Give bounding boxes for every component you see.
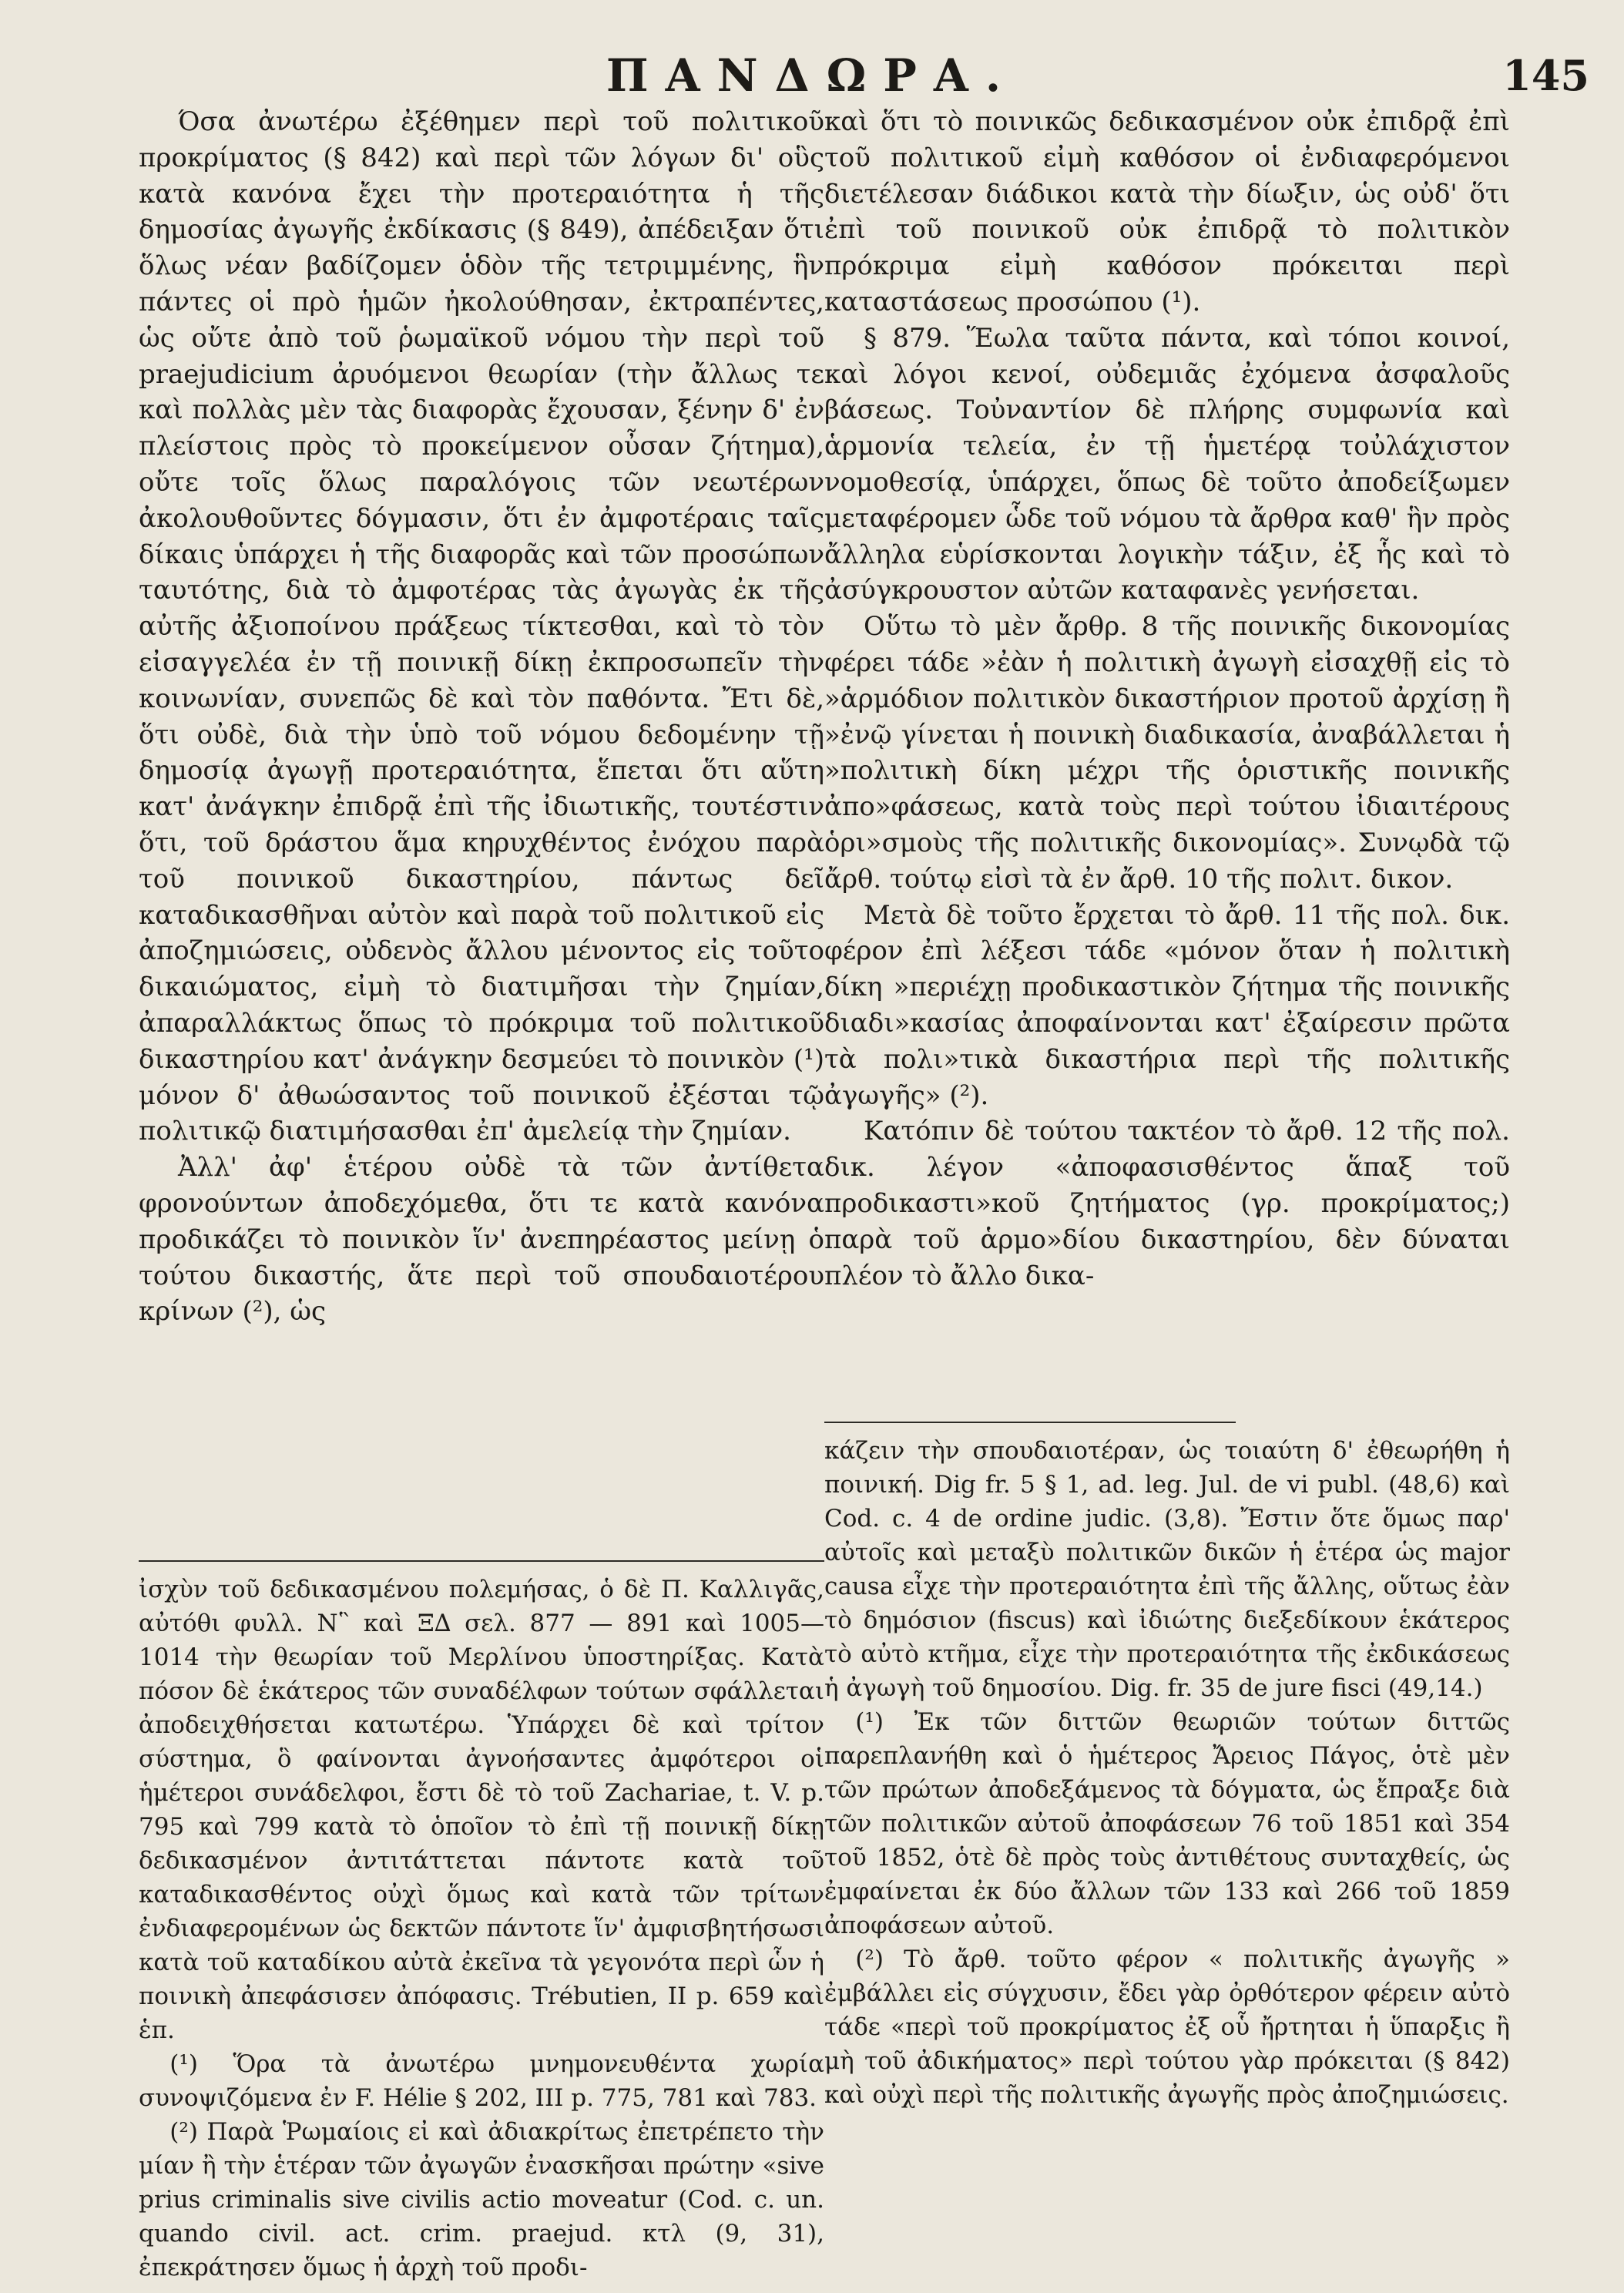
paragraph: Κατόπιν δὲ τούτου τακτέον τὸ ἄρθ. 12 τῆς πολ. δικ. λέγον «ἀποφασισθέντος ἅπαξ τοῦ προδικαστι»κοῦ ζητήματος (γρ. προκρίματος;) παρὰ τοῦ ἁρμο»δίου δικαστηρίου, δὲν δύναται πλέον τὸ ἄλλο δικα- [824,1116,1510,1291]
footnote-rule [139,1560,824,1562]
left-footnotes [139,1573,824,2285]
left-column [139,104,824,2285]
paragraph: καὶ ὅτι τὸ ποινικῶς δεδικασμένον οὐκ ἐπιδρᾷ ἐπὶ τοῦ πολιτικοῦ εἰμὴ καθόσον οἱ ἐνδιαφερόμενοι διετέλεσαν διάδικοι κατὰ τὴν δίωξιν, ὡς οὐδ' ὅτι ἐπὶ τοῦ ποινικοῦ οὐκ ἐπιδρᾷ τὸ πολιτικὸν πρόκριμα εἰμὴ καθόσον πρόκειται περὶ καταστάσεως προσώπου (¹). [824,106,1510,317]
footnote-rule [824,1422,1236,1423]
paragraph: Όσα ἀνωτέρω ἐξέθημεν περὶ τοῦ πολιτικοῦ προκρίματος (§ 842) καὶ περὶ τῶν λόγων δι' οὓς κατὰ κανόνα ἔχει τὴν προτεραιότητα ἡ τῆς δημοσίας ἀγωγῆς ἐκδίκασις (§ 849), ἀπέδειξαν ὅτι ὅλως νέαν βαδίζομεν ὁδὸν τῆς τετριμμένης, ἣν πάντες οἱ πρὸ ἡμῶν ἠκολούθησαν, ἐκτραπέντες, ὡς οὔτε ἀπὸ τοῦ ῥωμαϊκοῦ νόμου τὴν περὶ τοῦ praejudicium ἀρυόμενοι θεωρίαν (τὴν ἄλλως τε καὶ πολλὰς μὲν τὰς διαφορὰς ἔχουσαν, ξένην δ' ἐν πλείστοις πρὸς τὸ προκείμενον οὖσαν ζήτημα), οὔτε τοῖς ὅλως παραλόγοις τῶν νεωτέρων ἀκολουθοῦντες δόγμασιν, ὅτι ἐν ἀμφοτέραις ταῖς δίκαις ὑπάρχει ἡ τῆς διαφορᾶς καὶ τῶν προσώπων ταυτότης, διὰ τὸ ἀμφοτέρας τὰς ἀγωγὰς ἐκ τῆς αὐτῆς ἀξιοποίνου πράξεως τίκτεσθαι, καὶ τὸ τὸν εἰσαγγελέα ἐν τῇ ποινικῇ δίκῃ ἐκπροσωπεῖν τὴν κοινωνίαν, συνεπῶς δὲ καὶ τὸν παθόντα. Ἔτι δὲ, ὅτι οὐδὲ, διὰ τὴν ὑπὸ τοῦ νόμου δεδομένην τῇ δημοσίᾳ ἀγωγῇ προτεραιότητα, ἕπεται ὅτι αὕτη κατ' ἀνάγκην ἐπιδρᾷ ἐπὶ τῆς ἰδιωτικῆς, τουτέστιν ὅτι, τοῦ δράστου ἅμα κηρυχθέντος ἐνόχου παρὰ τοῦ ποινικοῦ δικαστηρίου, πάντως δεῖ καταδικασθῆναι αὐτὸν καὶ παρὰ τοῦ πολιτικοῦ εἰς ἀποζημιώσεις, οὐδενὸς ἄλλου μένοντος εἰς τοῦτο δικαιώματος, εἰμὴ τὸ διατιμῆσαι τὴν ζημίαν, ἀπαραλλάκτως ὅπως τὸ πρόκριμα τοῦ πολιτικοῦ δικαστηρίου κατ' ἀνάγκην δεσμεύει τὸ ποινικὸν (¹) μόνον δ' ἀθωώσαντος τοῦ ποινικοῦ ἐξέσται τῷ πολιτικῷ διατιμήσασθαι ἐπ' ἀμελείᾳ τὴν ζημίαν. [139,106,824,1147]
footnote: κάζειν τὴν σπουδαιοτέραν, ὡς τοιαύτη δ' ἐθεωρήθη ἡ ποινική. Dig fr. 5 § 1, ad. leg. Jul. de vi publ. (48,6) καὶ Cod. c. 4 de ordine judic. (3,8). Ἔστιν ὅτε ὅμως παρ' αὐτοῖς καὶ μεταξὺ πολιτικῶν δικῶν ἡ ἑτέρα ὡς major causa εἶχε τὴν προτεραιότητα ἐπὶ τῆς ἄλλης, οὕτως ἐὰν τὸ δημόσιον (fiscus) καὶ ἰδιώτης διεξεδίκουν ἑκάτερος τὸ αὐτὸ κτῆμα, εἶχε τὴν προτεραιότητα τῆς ἐκδικάσεως ἡ ἀγωγὴ τοῦ δημοσίου. Dig. fr. 35 de jure fisci (49,14.) [824,1437,1510,1702]
page-number: 145 [1502,51,1589,100]
footnote: (²) Παρὰ Ῥωμαίοις εἰ καὶ ἀδιακρίτως ἐπετρέπετο τὴν μίαν ἢ τὴν ἑτέραν τῶν ἀγωγῶν ἐνασκῆσαι πρώτην «sive prius criminalis sive civilis actio moveatur (Cod. c. un. quando civil. act. crim. praejud. κτλ (9, 31), ἐπεκράτησεν ὅμως ἡ ἀρχὴ τοῦ προδι- [139,2118,824,2281]
paragraph: Ἀλλ' ἀφ' ἑτέρου οὐδὲ τὰ τῶν ἀντίθετα φρονούντων ἀποδεχόμεθα, ὅτι τε κατὰ κανόνα προδικάζει τὸ ποινικὸν ἵν' ἀνεπηρέαστος μείνῃ ὁ τούτου δικαστής, ἅτε περὶ τοῦ σπουδαιοτέρου κρίνων (²), ὡς [139,1152,824,1328]
right-main-text [824,104,1510,1414]
right-column [824,104,1510,2112]
left-main-text [139,104,824,1553]
footnote: (²) Τὸ ἄρθ. τοῦτο φέρον « πολιτικῆς ἀγωγῆς » ἐμβάλλει εἰς σύγχυσιν, ἔδει γὰρ ὀρθότερον φέρειν αὐτὸ τάδε «περὶ τοῦ προκρίματος ἐξ οὗ ἤρτηται ἡ ὕπαρξις ἢ μὴ τοῦ ἀδικήματος» περὶ τούτου γὰρ πρόκειται (§ 842) καὶ οὐχὶ περὶ τῆς πολιτικῆς ἀγωγῆς πρὸς ἀποζημιώσεις. [824,1946,1510,2109]
footnote: ἰσχὺν τοῦ δεδικασμένου πολεμήσας, ὁ δὲ Π. Καλλιγᾶς, αὐτόθι φυλλ. Ν῝ καὶ Ξ∆ σελ. 877 — 891 καὶ 1005—1014 τὴν θεωρίαν τοῦ Μερλίνου ὑποστηρίξας. Κατὰ πόσον δὲ ἑκάτερος τῶν συναδέλφων τούτων σφάλλεται ἀποδειχθήσεται κατωτέρω. Ὑπάρχει δὲ καὶ τρίτον σύστημα, ὃ φαίνονται ἀγνοήσαντες ἀμφότεροι οἱ ἡμέτεροι συνάδελφοι, ἔστι δὲ τὸ τοῦ Zachariae, t. V. p. 795 καὶ 799 κατὰ τὸ ὁποῖον τὸ ἐπὶ τῇ ποινικῇ δίκῃ δεδικασμένον ἀντιτάττεται πάντοτε κατὰ τοῦ καταδικασθέντος οὐχὶ ὅμως καὶ κατὰ τῶν τρίτων ἐνδιαφερομένων ὡς δεκτῶν πάντοτε ἵν' ἀμφισβητήσωσι κατὰ τοῦ καταδίκου αὐτὰ ἐκεῖνα τὰ γεγονότα περὶ ὧν ἡ ποινικὴ ἀπεφάσισεν ἀπόφασις. Trébutien, II p. 659 καὶ ἑπ. [139,1576,824,2044]
paragraph: § 879. Ἕωλα ταῦτα πάντα, καὶ τόποι κοινοί, καὶ λόγοι κενοί, οὐδεμιᾶς ἐχόμενα ἀσφαλοῦς βάσεως. Τοὐναντίον δὲ πλήρης συμφωνία καὶ ἁρμονία τελεία, ἐν τῇ ἡμετέρᾳ τοὐλάχιστον νομοθεσίᾳ, ὑπάρχει, ὅπως δὲ τοῦτο ἀποδείξωμεν μεταφέρομεν ὧδε τοῦ νόμου τὰ ἄρθρα καθ' ἣν πρὸς ἄλληλα εὑρίσκονται λογικὴν τάξιν, ἐξ ἧς καὶ τὸ ἀσύγκρουστον αὐτῶν καταφανὲς γενήσεται. [824,322,1510,606]
paragraph: Οὕτω τὸ μὲν ἄρθρ. 8 τῆς ποινικῆς δικονομίας φέρει τάδε »ἐὰν ἡ πολιτικὴ ἀγωγὴ εἰσαχθῇ εἰς τὸ »ἁρμόδιον πολιτικὸν δικαστήριον προτοῦ ἀρχίσῃ ἢ »ἐνῷ γίνεται ἡ ποινικὴ διαδικασία, ἀναβάλλεται ἡ »πολιτικὴ δίκη μέχρι τῆς ὁριστικῆς ποινικῆς ἀπο»φάσεως, κατὰ τοὺς περὶ τούτου ἰδιαιτέρους ὁρι»σμοὺς τῆς πολιτικῆς δικονομίας». Συνῳδὰ τῷ ἄρθ. τούτῳ εἰσὶ τὰ ἐν ἄρθ. 10 τῆς πολιτ. δικον. [824,611,1510,895]
footnote: (¹) Ὅρα τὰ ἀνωτέρω μνημονευθέντα χωρία συνοψιζόμενα ἐν F. Hélie § 202, III p. 775, 781 καὶ 783. [139,2050,824,2112]
footnote: (¹) Ἐκ τῶν διττῶν θεωριῶν τούτων διττῶς παρεπλανήθη καὶ ὁ ἡμέτερος Ἄρειος Πάγος, ὁτὲ μὲν τῶν πρώτων ἀποδεξάμενος τὰ δόγματα, ὡς ἔπραξε διὰ τῶν πολιτικῶν αὐτοῦ ἀποφάσεων 76 τοῦ 1851 καὶ 354 τοῦ 1852, ὁτὲ δὲ πρὸς τοὺς ἀντιθέτους συνταχθείς, ὡς ἐμφαίνεται ἐκ δύο ἄλλων τῶν 133 καὶ 266 τοῦ 1859 ἀποφάσεων αὐτοῦ. [824,1708,1510,1939]
page-header [0,39,1624,108]
running-title: ΠΑΝΔΩΡΑ. [606,49,1018,102]
paragraph: Μετὰ δὲ τοῦτο ἔρχεται τὸ ἄρθ. 11 τῆς πολ. δικ. φέρον ἐπὶ λέξεσι τάδε «μόνον ὅταν ἡ πολιτικὴ δίκη »περιέχῃ προδικαστικὸν ζήτημα τῆς ποινικῆς διαδι»κασίας ἀποφαίνονται κατ' ἐξαίρεσιν πρῶτα τὰ πολι»τικὰ δικαστήρια περὶ τῆς πολιτικῆς ἀγωγῆς» (²). [824,899,1510,1111]
right-footnotes [824,1434,1510,2112]
